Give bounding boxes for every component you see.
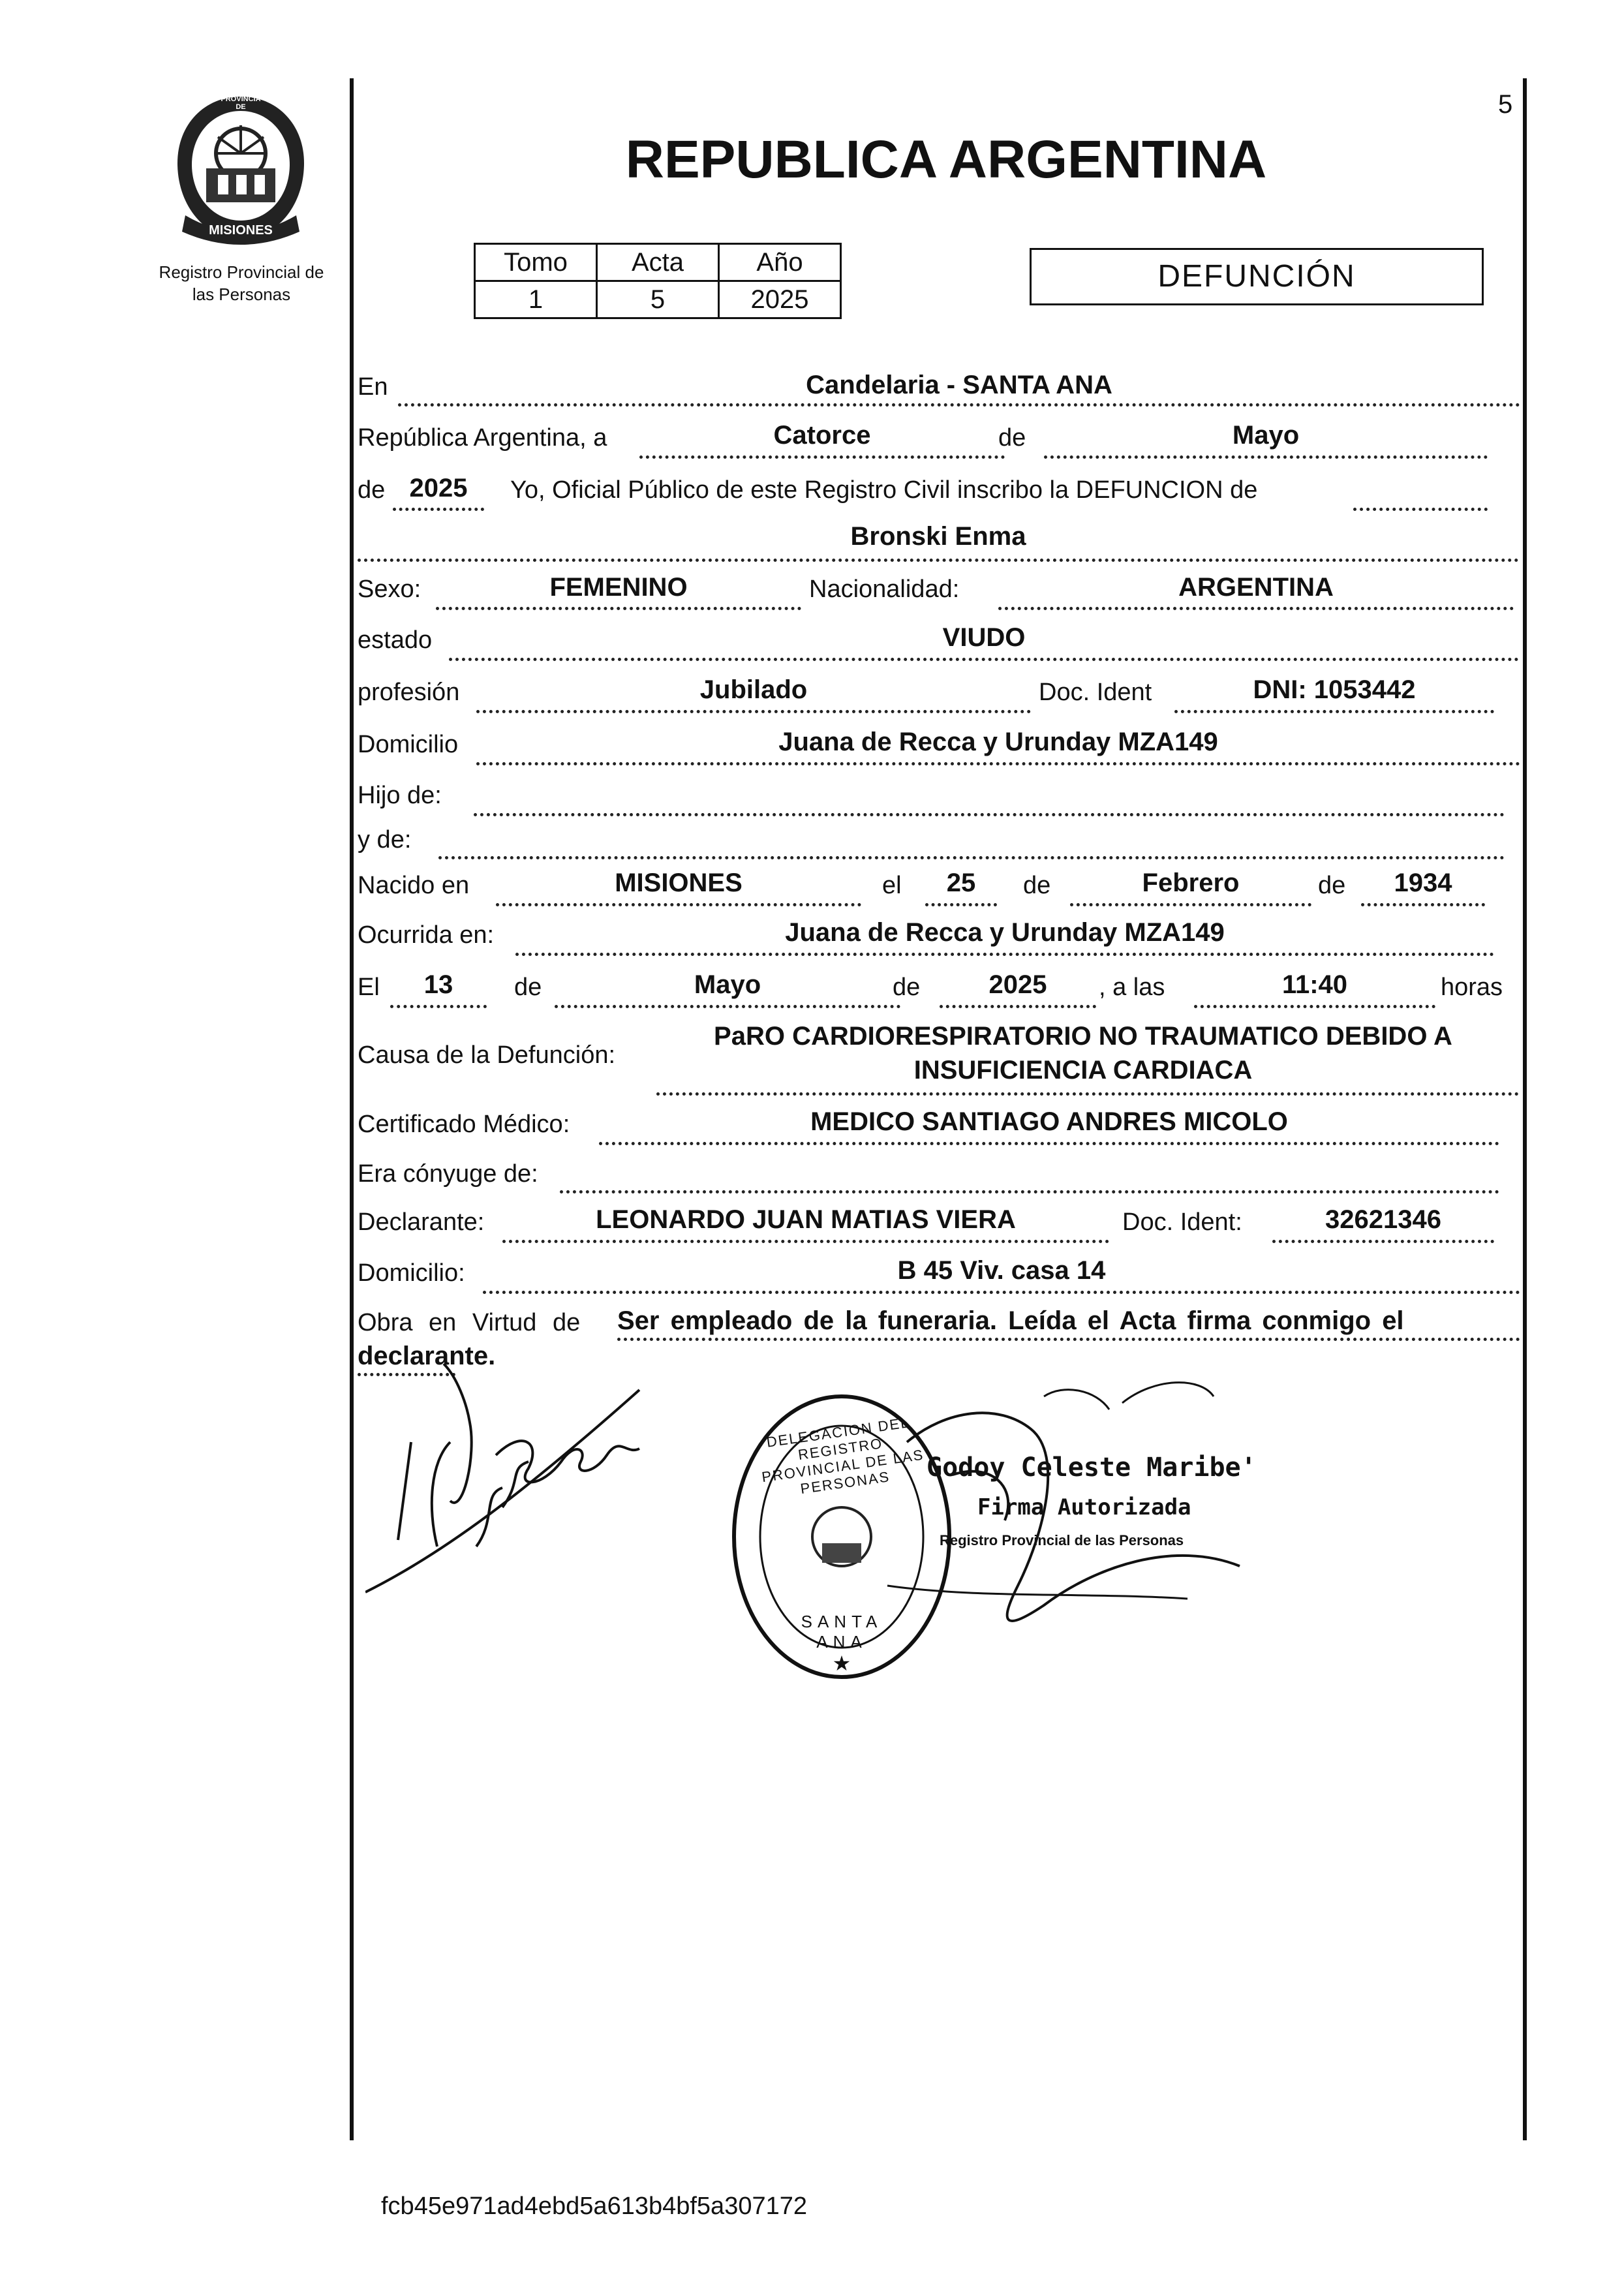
conyuge-label: Era cónyuge de: bbox=[358, 1160, 538, 1188]
deceased-name: Bronski Enma bbox=[850, 522, 1026, 551]
de-label-4: de bbox=[1318, 872, 1346, 899]
def-anio-line bbox=[940, 1005, 1096, 1008]
record-value-anio: 2025 bbox=[719, 281, 841, 318]
stamp-ring-bottom: SANTA ANA bbox=[801, 1612, 883, 1652]
record-header-anio: Año bbox=[719, 244, 841, 281]
def-anio: 2025 bbox=[988, 970, 1047, 999]
registry-name-line2: las Personas bbox=[192, 285, 291, 304]
estado-label: estado bbox=[358, 626, 433, 654]
el2-label: El bbox=[358, 974, 380, 1001]
record-table bbox=[474, 243, 842, 319]
nacido-label: Nacido en bbox=[358, 872, 470, 899]
record-header-tomo: Tomo bbox=[475, 244, 597, 281]
inscribo-tail-line bbox=[1353, 508, 1488, 511]
official-signature bbox=[848, 1370, 1305, 1644]
ocurrida-value: Juana de Recca y Urunday MZA149 bbox=[785, 918, 1225, 947]
month-value: Mayo bbox=[1232, 421, 1300, 450]
sexo-value: FEMENINO bbox=[549, 573, 688, 602]
doc2-value: 32621346 bbox=[1325, 1205, 1441, 1234]
hijo-line bbox=[474, 813, 1505, 816]
certificado-value: MEDICO SANTIAGO ANDRES MICOLO bbox=[810, 1107, 1288, 1136]
nacido-anio-line bbox=[1361, 903, 1485, 906]
record-header-acta: Acta bbox=[597, 244, 719, 281]
month-line bbox=[1044, 455, 1488, 459]
registry-name-line1: Registro Provincial de bbox=[159, 262, 324, 282]
de-label-1: de bbox=[998, 424, 1026, 452]
nacido-lugar-line bbox=[496, 903, 861, 906]
doc-value: DNI: 1053442 bbox=[1253, 675, 1416, 704]
en-line bbox=[398, 403, 1520, 407]
de-label-5: de bbox=[514, 974, 542, 1001]
page-number: 5 bbox=[1498, 90, 1513, 119]
certificado-label: Certificado Médico: bbox=[358, 1111, 570, 1138]
ocurrida-label: Ocurrida en: bbox=[358, 921, 495, 949]
profesion-line bbox=[476, 710, 1031, 713]
declarante-line bbox=[502, 1240, 1109, 1243]
republica-label: República Argentina, a bbox=[358, 424, 607, 452]
el-label: el bbox=[882, 872, 902, 899]
doc-label: Doc. Ident bbox=[1039, 679, 1152, 706]
causa-label: Causa de la Defunción: bbox=[358, 1041, 616, 1069]
causa-line2: INSUFICIENCIA CARDIACA bbox=[913, 1056, 1253, 1085]
nacionalidad-line bbox=[998, 607, 1514, 610]
doc2-label: Doc. Ident: bbox=[1122, 1208, 1242, 1236]
estado-line bbox=[449, 658, 1519, 661]
year-line bbox=[393, 508, 484, 511]
obra-line2: declarante. bbox=[358, 1342, 496, 1370]
day-line bbox=[639, 455, 1005, 459]
de-label-6: de bbox=[893, 974, 921, 1001]
causa-line bbox=[656, 1092, 1519, 1096]
signer-org: Registro Provincial de las Personas bbox=[940, 1532, 1184, 1548]
logo-text-top: PROVINCIA DE bbox=[221, 95, 261, 111]
document-type-box: DEFUNCIÓN bbox=[1030, 248, 1484, 305]
record-value-acta: 5 bbox=[597, 281, 719, 318]
nacido-mes-line bbox=[1070, 903, 1311, 906]
day-words: Catorce bbox=[773, 421, 871, 450]
def-mes-line bbox=[555, 1005, 900, 1008]
conyuge-line bbox=[560, 1190, 1499, 1193]
de-label-3: de bbox=[1023, 872, 1051, 899]
profesion-value: Jubilado bbox=[699, 675, 808, 704]
stamp-ring-text: DELEGACION DEL REGISTRO PROVINCIAL DE LAS PERSONAS bbox=[760, 1414, 925, 1498]
causa-line1: PaRO CARDIORESPIRATORIO NO TRAUMATICO DEBIDO A bbox=[714, 1022, 1452, 1051]
obra-line1: Ser empleado de la funeraria. Leída el Acta firma conmigo el bbox=[617, 1306, 1404, 1335]
hora-line bbox=[1194, 1005, 1435, 1008]
en-label: En bbox=[358, 373, 388, 401]
nacionalidad-value: ARGENTINA bbox=[1178, 573, 1334, 602]
svg-text:★: ★ bbox=[832, 1651, 851, 1676]
obra-line1-dots bbox=[617, 1338, 1520, 1341]
domicilio2-line bbox=[483, 1291, 1520, 1294]
nacionalidad-label: Nacionalidad: bbox=[809, 576, 960, 603]
doc-line bbox=[1174, 710, 1494, 713]
en-value: Candelaria - SANTA ANA bbox=[806, 371, 1112, 399]
obra-label: Obra en Virtud de bbox=[358, 1309, 581, 1336]
domicilio-line bbox=[476, 762, 1520, 765]
name-line bbox=[358, 559, 1519, 562]
nacido-lugar: MISIONES bbox=[615, 869, 743, 897]
doc2-line bbox=[1272, 1240, 1494, 1243]
provincial-logo bbox=[166, 91, 316, 248]
alas-label: , a las bbox=[1099, 974, 1165, 1001]
de-label-2: de bbox=[358, 476, 386, 504]
ocurrida-line bbox=[515, 953, 1494, 956]
left-margin-line bbox=[350, 78, 354, 2140]
record-value-tomo: 1 bbox=[475, 281, 597, 318]
nacido-dia-line bbox=[925, 903, 997, 906]
signer-name: Godoy Celeste Maribe' bbox=[927, 1453, 1257, 1483]
horas-label: horas bbox=[1441, 974, 1503, 1001]
nacido-mes: Febrero bbox=[1142, 869, 1240, 897]
logo-text-bottom: MISIONES bbox=[209, 223, 273, 238]
declarante-value: LEONARDO JUAN MATIAS VIERA bbox=[596, 1205, 1016, 1234]
def-dia: 13 bbox=[423, 970, 453, 999]
year-value: 2025 bbox=[409, 474, 468, 502]
declarante-label: Declarante: bbox=[358, 1208, 485, 1236]
yde-label: y de: bbox=[358, 826, 412, 854]
inscribo-text: Yo, Oficial Público de este Registro Civil inscribo la DEFUNCION de bbox=[510, 476, 1258, 504]
document-hash: fcb45e971ad4ebd5a613b4bf5a307172 bbox=[381, 2193, 807, 2220]
sexo-label: Sexo: bbox=[358, 576, 421, 603]
sexo-line bbox=[436, 607, 801, 610]
domicilio-label: Domicilio bbox=[358, 731, 459, 758]
nacido-anio: 1934 bbox=[1394, 869, 1452, 897]
nacido-dia: 25 bbox=[946, 869, 976, 897]
document-title: REPUBLICA ARGENTINA bbox=[625, 130, 1267, 189]
yde-line bbox=[438, 856, 1505, 859]
profesion-label: profesión bbox=[358, 679, 460, 706]
right-margin-line bbox=[1523, 78, 1527, 2140]
certificado-line bbox=[599, 1142, 1499, 1145]
domicilio2-value: B 45 Viv. casa 14 bbox=[897, 1256, 1106, 1285]
hora-value: 11:40 bbox=[1281, 970, 1348, 999]
signer-role: Firma Autorizada bbox=[977, 1494, 1191, 1520]
def-dia-line bbox=[390, 1005, 487, 1008]
domicilio-value: Juana de Recca y Urunday MZA149 bbox=[778, 728, 1218, 756]
def-mes: Mayo bbox=[694, 970, 761, 999]
estado-value: VIUDO bbox=[942, 623, 1026, 652]
hijo-label: Hijo de: bbox=[358, 782, 442, 809]
domicilio2-label: Domicilio: bbox=[358, 1259, 465, 1287]
